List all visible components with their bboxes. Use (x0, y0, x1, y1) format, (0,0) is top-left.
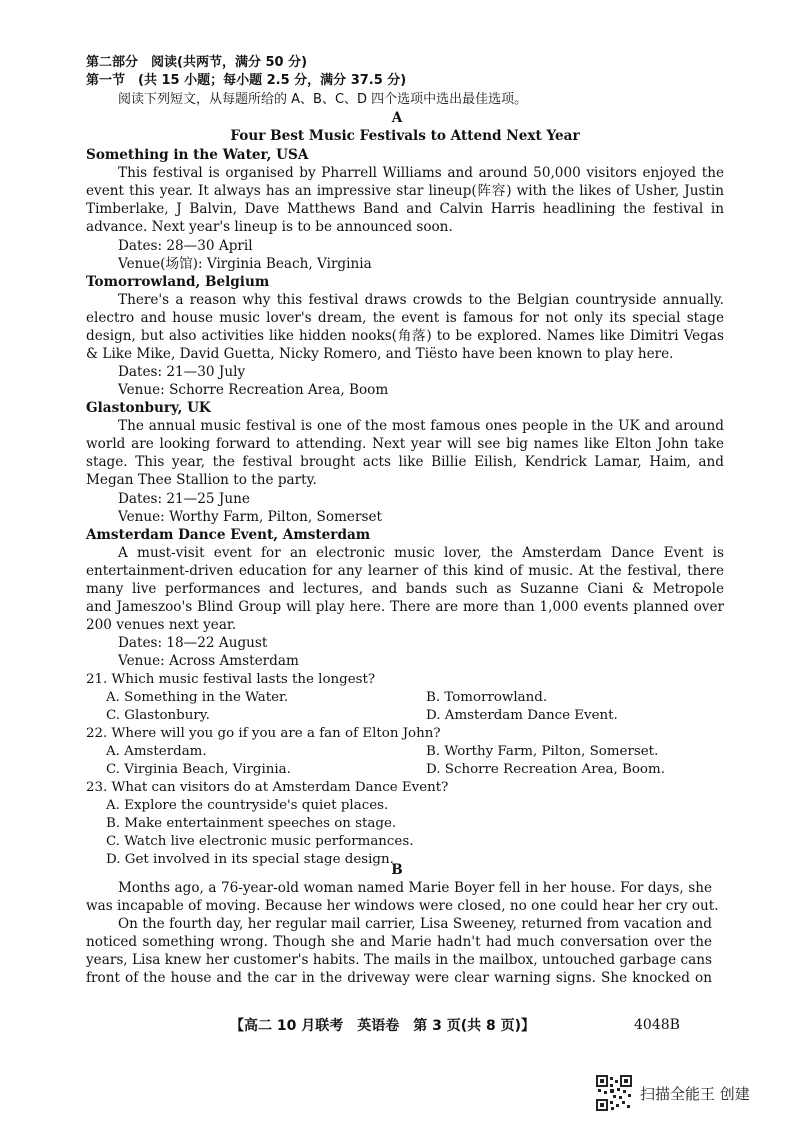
question-stem: 22. Where will you go if you are a fan of Elton John? (86, 726, 441, 741)
festival-text-line: Megan Thee Stallion to the party. (86, 472, 317, 488)
festival-text-line: The annual music festival is one of the most famous ones people in the UK and around (118, 418, 724, 434)
section-heading: 第一节 (共 15 小题；每小题 2.5 分，满分 37.5 分) (86, 73, 407, 88)
question-option: A. Explore the countryside's quiet places. (106, 798, 389, 813)
passage-b-line: Months ago, a 76-year-old woman named Marie Boyer fell in her house. For days, she (118, 880, 712, 896)
question-option: C. Glastonbury. (106, 708, 210, 723)
festival-name: Glastonbury, UK (86, 400, 211, 416)
festival-name: Tomorrowland, Belgium (86, 274, 270, 290)
question-option: D. Schorre Recreation Area, Boom. (426, 762, 665, 777)
festival-text-line: world are looking forward to attending. Next year will see big names like Elton John take (86, 436, 724, 452)
question-option: A. Something in the Water. (106, 690, 289, 705)
festival-text-line: event this year. It always has an impressive star lineup(阵容) with the likes of Usher, Justin (86, 183, 724, 199)
passage-a-title: Four Best Music Festivals to Attend Next Year (230, 128, 580, 144)
question-option: D. Amsterdam Dance Event. (426, 708, 618, 723)
passage-b-line: front of the house and the car in the driveway were clear warning signs. She knocked on (86, 970, 712, 986)
festival-text-line: & Like Mike, David Guetta, Nicky Romero, and Tiësto have been known to play here. (86, 346, 674, 362)
scanner-watermark: 扫描全能王 创建 (640, 1085, 750, 1103)
passage-b-line: On the fourth day, her regular mail carrier, Lisa Sweeney, returned from vacation and (118, 916, 712, 932)
passage-b-line: noticed something wrong. Though she and Marie hadn't had much conversation over the (86, 934, 712, 950)
festival-text-line: stage. This year, the festival brought acts like Billie Eilish, Kendrick Lamar, Haim, and (86, 454, 724, 470)
festival-text-line: entertainment-driven education for any learner of this kind of music. At the festival, there (86, 563, 724, 579)
festival-venue: Venue: Schorre Recreation Area, Boom (118, 382, 389, 398)
question-option: B. Worthy Farm, Pilton, Somerset. (426, 744, 659, 759)
question-stem: 23. What can visitors do at Amsterdam Dance Event? (86, 780, 449, 795)
question-option: A. Amsterdam. (106, 744, 207, 759)
festival-dates: Dates: 18—22 August (118, 635, 268, 651)
question-option: B. Tomorrowland. (426, 690, 548, 705)
festival-text-line: A must-visit event for an electronic music lover, the Amsterdam Dance Event is (118, 545, 724, 561)
festival-venue: Venue: Worthy Farm, Pilton, Somerset (118, 509, 382, 525)
festival-name: Something in the Water, USA (86, 147, 309, 163)
festival-text-line: and Jameszoo's Blind Group will play here. There are more than 1,000 events planned over (86, 599, 724, 615)
qr-code-icon (596, 1075, 632, 1111)
passage-b-letter: B (391, 862, 403, 878)
instruction: 阅读下列短文，从每题所给的 A、B、C、D 四个选项中选出最佳选项。 (118, 92, 528, 107)
passage-b-line: years, Lisa knew her customer's habits. The mails in the mailbox, untouched garbage cans (86, 952, 712, 968)
paper-code: 4048B (634, 1017, 680, 1033)
question-stem: 21. Which music festival lasts the longest? (86, 672, 376, 687)
passage-b-line: was incapable of moving. Because her windows were closed, no one could hear her cry out. (86, 898, 719, 914)
festival-name: Amsterdam Dance Event, Amsterdam (86, 527, 371, 543)
festival-venue: Venue(场馆): Virginia Beach, Virginia (118, 256, 372, 272)
question-option: C. Watch live electronic music performances. (106, 834, 414, 849)
festival-dates: Dates: 28—30 April (118, 238, 253, 254)
festival-text-line: design, but also activities like hidden nooks(角落) to be explored. Names like Dimitri Vegas (86, 328, 724, 344)
part-heading: 第二部分 阅读(共两节，满分 50 分) (86, 55, 308, 70)
festival-text-line: This festival is organised by Pharrell Williams and around 50,000 visitors enjoyed the (118, 165, 724, 181)
page-footer: 【高二 10 月联考 英语卷 第 3 页(共 8 页)】 (230, 1018, 536, 1034)
festival-text-line: electro and house music lover's dream, the event is famous for not only its special stage (86, 310, 724, 326)
festival-text-line: Timberlake, J Balvin, Dave Matthews Band and Calvin Harris headlining the festival in (86, 201, 724, 217)
question-option: C. Virginia Beach, Virginia. (106, 762, 291, 777)
question-option: B. Make entertainment speeches on stage. (106, 816, 397, 831)
festival-text-line: many live performances and lectures, and bands such as Suzanne Ciani & Metropole (86, 581, 724, 597)
festival-dates: Dates: 21—25 June (118, 491, 250, 507)
passage-a-letter: A (391, 110, 403, 126)
festival-text-line: advance. Next year's lineup is to be announced soon. (86, 219, 453, 235)
festival-text-line: 200 venues next year. (86, 617, 237, 633)
question-option: D. Get involved in its special stage design. (106, 852, 394, 867)
festival-venue: Venue: Across Amsterdam (118, 653, 299, 669)
festival-text-line: There's a reason why this festival draws crowds to the Belgian countryside annually. (118, 292, 724, 308)
festival-dates: Dates: 21—30 July (118, 364, 246, 380)
